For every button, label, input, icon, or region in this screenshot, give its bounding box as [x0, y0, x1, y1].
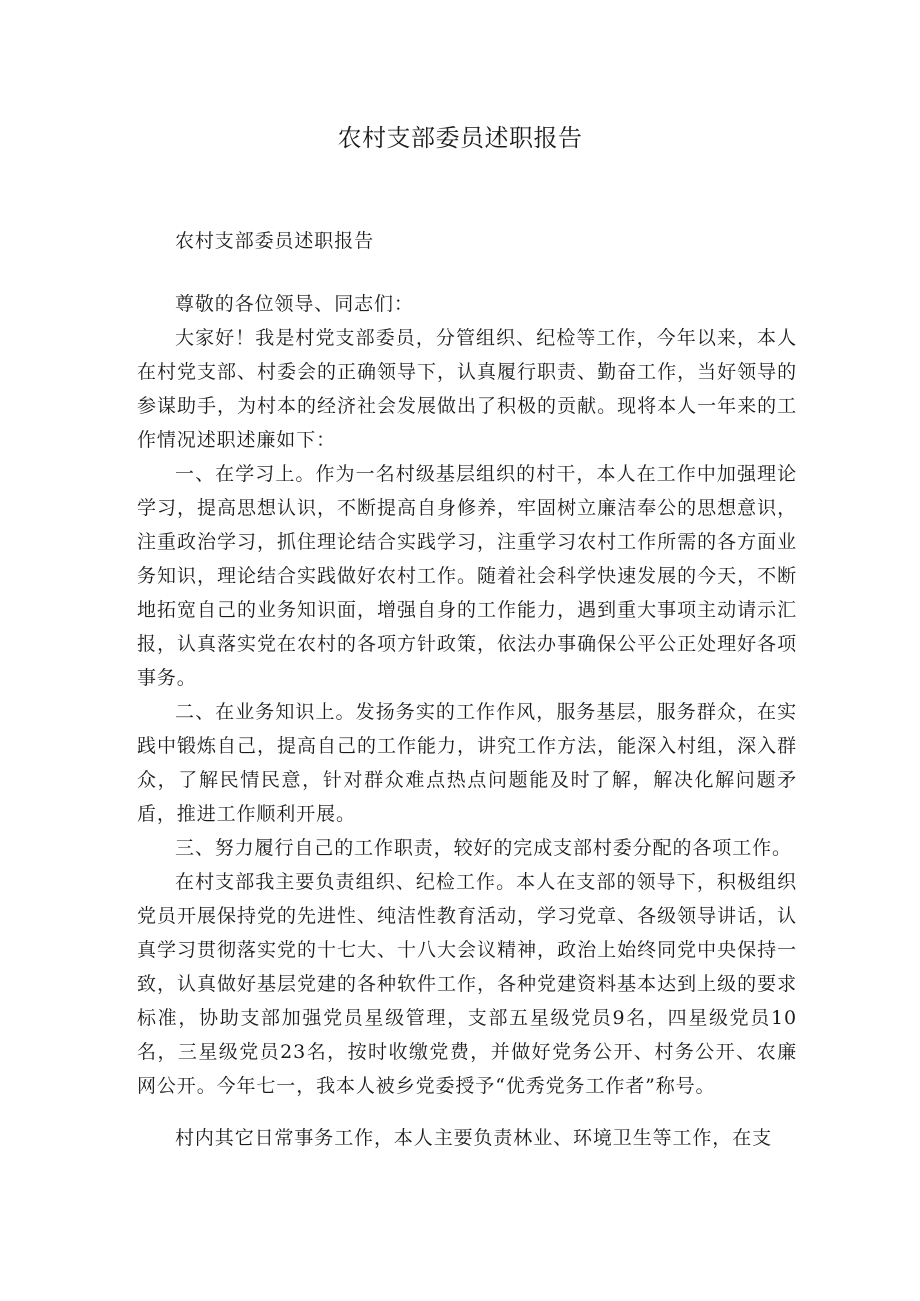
salutation: 尊敬的各位领导、同志们： — [175, 293, 414, 315]
paragraph-business-knowledge: 二、在业务知识上。发扬务实的工作作风，服务基层，服务群众，在实践中锻炼自己，提高自己的工作能力，讲究工作方法，能深入村组，深入群众，了解民情民意，针对群众难点热点问题能及时了解，解决化解问题矛盾，推进工作顺利开展。 — [137, 701, 797, 825]
document-subtitle: 农村支部委员述职报告 — [175, 230, 375, 252]
main-body — [137, 321, 797, 1103]
paragraph-daily-affairs: 村内其它日常事务工作，本人主要负责林业、环境卫生等工作，在支 — [175, 1127, 773, 1149]
paragraph-duties: 三、努力履行自己的工作职责，较好的完成支部村委分配的各项工作。 — [175, 837, 792, 859]
paragraph-organization-discipline: 在村支部我主要负责组织、纪检工作。本人在支部的领导下，积极组织党员开展保持党的先进性、纯洁性教育活动，学习党章、各级领导讲话，认真学习贯彻落实党的十七大、十八大会议精神，政治上始终同党中央保持一致，认真做好基层党建的各种软件工作，各种党建资料基本达到上级的要求标准，协助支部加强党员星级管理，支部五星级党员9名，四星级党员10名，三星级党员23名，按时收缴党费，并做好党务公开、村务公开、农廉网公开。今年七一，我本人被乡党委授予“优秀党务工作者”称号。 — [137, 871, 797, 1097]
document-title: 农村支部委员述职报告 — [337, 124, 583, 152]
paragraph-intro: 大家好！我是村党支部委员，分管组织、纪检等工作，今年以来，本人在村党支部、村委会的正确领导下，认真履行职责、勤奋工作，当好领导的参谋助手，为村本的经济社会发展做出了积极的贡献。现将本人一年来的工作情况述职述廉如下： — [137, 327, 797, 451]
paragraph-study: 一、在学习上。作为一名村级基层组织的村干，本人在工作中加强理论学习，提高思想认识，不断提高自身修养，牢固树立廉洁奉公的思想意识，注重政治学习，抓住理论结合实践学习，注重学习农村工作所需的各方面业务知识，理论结合实践做好农村工作。随着社会科学快速发展的今天，不断地拓宽自己的业务知识面，增强自身的工作能力，遇到重大事项主动请示汇报，认真落实党在农村的各项方针政策，依法办事确保公平公正处理好各项事务。 — [137, 463, 797, 689]
